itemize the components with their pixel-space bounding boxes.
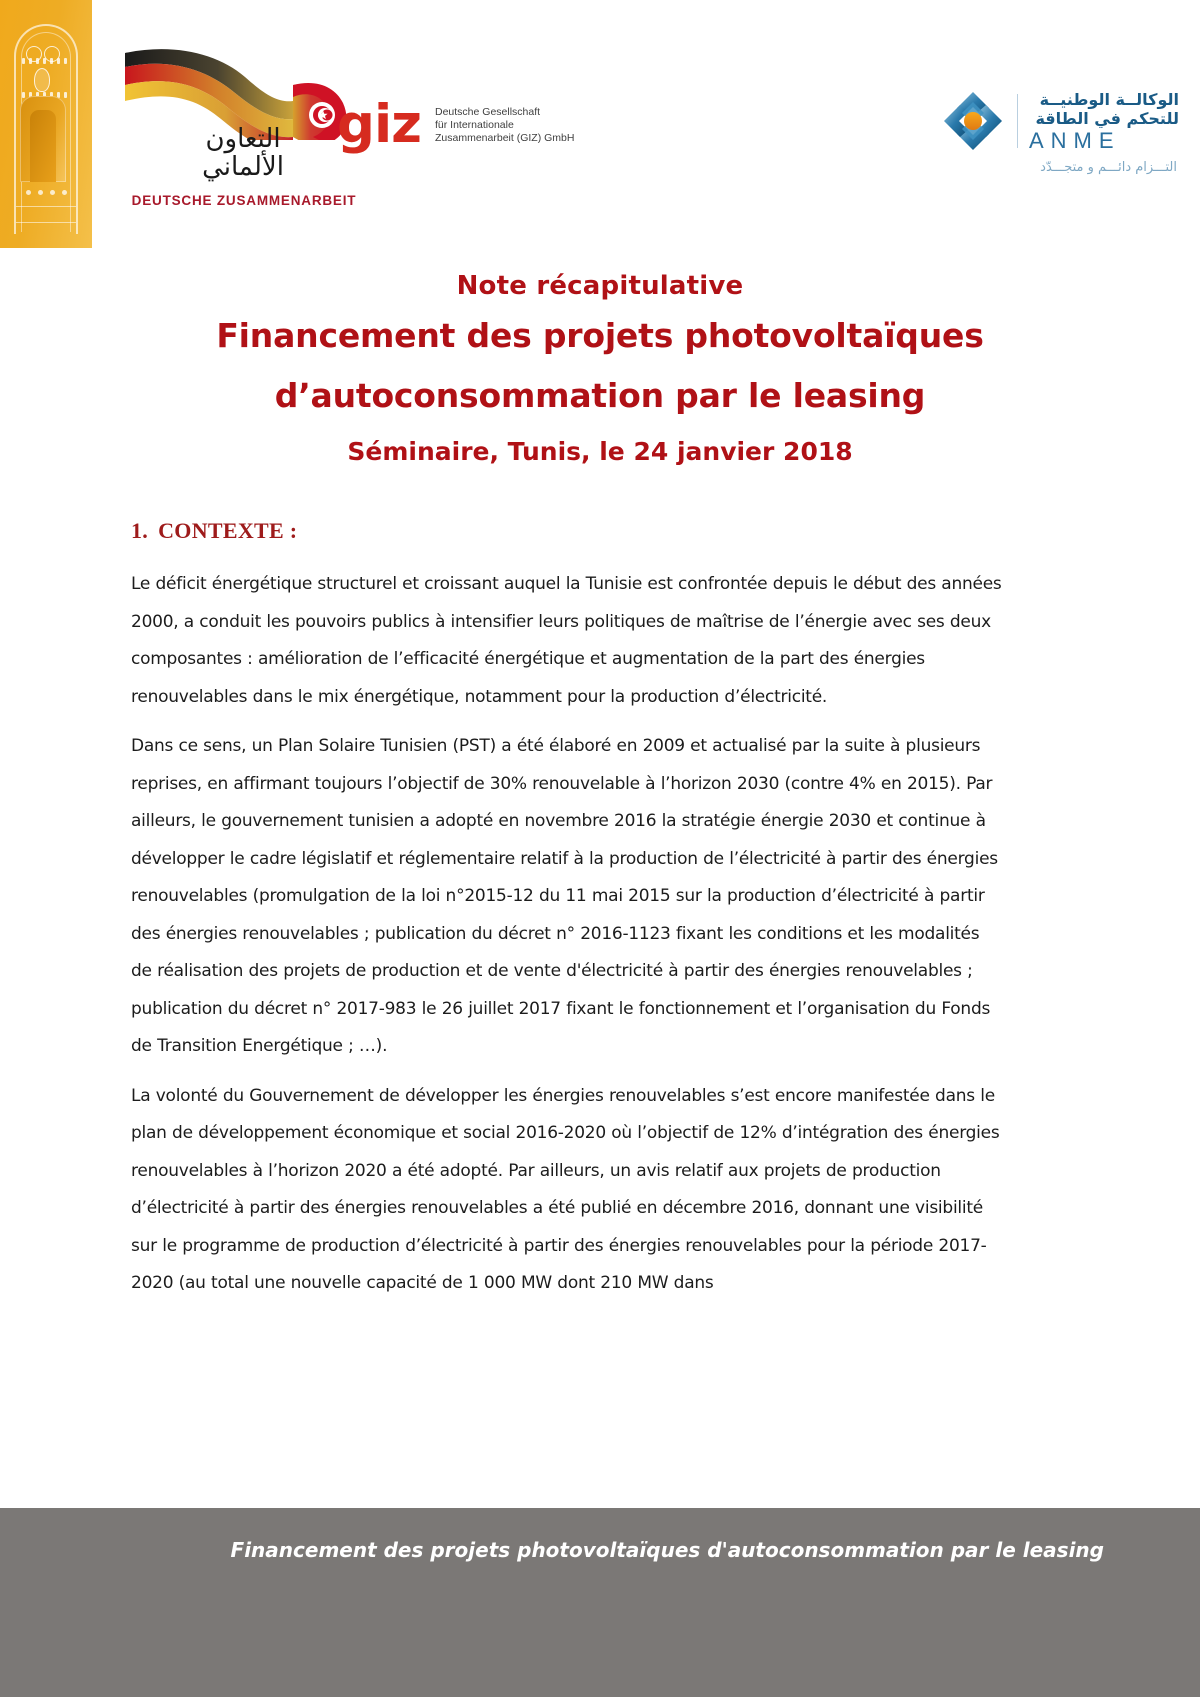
paragraph-3: La volonté du Gouvernement de développer les énergies renouvelables s’est encore manifestée dans le plan de développement économique et social 2016-2020 où l’objectif de 12% d’intégration des énergies renouvelables à l’horizon 2020 a été adopté. Par ailleurs, un avis relatif aux projets de production d’électricité à partir des énergies renouvelables a été publié en décembre 2016, donnant une visibilité sur le programme de production d’électricité à partir des énergies renouvelables pour la période 2017-2020 (au total une nouvelle capacité de 1 000 MW dont 210 MW dans xyxy=(131,1085,1000,1293)
door-base-line xyxy=(16,222,76,223)
document-subtitle: Séminaire, Tunis, le 24 janvier 2018 xyxy=(347,437,853,466)
coop-arabic-line2: الألماني xyxy=(202,152,284,183)
giz-subtitle-line1: Deutsche Gesellschaft xyxy=(435,106,541,118)
door-stud xyxy=(26,190,31,195)
document-title: Financement des projets photovoltaïques d’autoconsommation par le leasing xyxy=(216,316,984,415)
door-stud xyxy=(38,190,43,195)
header-logo-row xyxy=(92,0,1200,248)
section-number: 1. xyxy=(131,518,149,543)
giz-wordmark: giz xyxy=(337,94,421,155)
door-opening xyxy=(20,96,66,182)
giz-subtitle xyxy=(435,106,574,145)
door-stud xyxy=(50,190,55,195)
anme-divider xyxy=(1017,94,1018,148)
logo-giz xyxy=(337,94,607,168)
section-heading-contexte xyxy=(131,518,1002,544)
giz-subtitle-line3: Zusammenarbeit (GIZ) GmbH xyxy=(435,132,575,144)
anme-arabic-line1: الوكالــة الوطنيــة xyxy=(1039,90,1179,109)
page-footer xyxy=(0,1508,1200,1697)
coop-arabic-line1: التعاون xyxy=(205,124,281,154)
document-kicker: Note récapitulative xyxy=(456,271,744,301)
anme-arabic-name xyxy=(1029,90,1179,128)
anme-latin-name: ANME xyxy=(1029,128,1121,153)
door-base-line xyxy=(16,206,76,207)
document-body xyxy=(0,478,1200,1303)
page-header xyxy=(0,0,1200,248)
paragraph-2: Dans ce sens, un Plan Solaire Tunisien (PST) a été élaboré en 2009 et actualisé par la suite à plusieurs reprises, en affirmant toujours l’objectif de 30% renouvelable à l’horizon 2030 (contre 4% en 2015). Par ailleurs, le gouvernement tunisien a adopté en novembre 2016 la stratégie énergie 2030 et continue à développer le cadre législatif et réglementaire relatif à la production de l’électricité à partir des énergies renouvelables (promulgation de la loi n°2015-12 du 11 mai 2015 sur la production d’électricité à partir des énergies renouvelables ; publication du décret n° 2016-1123 fixant les conditions et les modalités de réalisation des projets de production et de vente d'électricité à partir des énergies renouvelables ; publication du décret n° 2017-983 le 26 juillet 2017 fixant le fonctionnement et l’organisation du Fonds de Transition Energétique ; …). xyxy=(131,736,998,1056)
section-title: CONTEXTE : xyxy=(158,518,298,543)
logo-anme xyxy=(847,90,1177,200)
giz-subtitle-line2: für Internationale xyxy=(435,119,514,131)
document-page xyxy=(0,248,1200,1508)
door-medallion-icon xyxy=(34,68,50,92)
paragraph-1: Le déficit énergétique structurel et croissant auquel la Tunisie est confrontée depuis le début des années 2000, a conduit les pouvoirs publics à intensifier leurs politiques de maîtrise de l’énergie avec ses deux composantes : amélioration de l’efficacité énergétique et augmentation de la part des énergies renouvelables dans le mix énergétique, notamment pour la production d’électricité. xyxy=(131,574,1002,707)
door-dot-row xyxy=(22,58,70,65)
anme-tagline: التـــزام دائـــم و متجـــدّد xyxy=(1040,160,1177,175)
coop-latin-name: DEUTSCHE ZUSAMMENARBEIT xyxy=(131,193,357,208)
door-stud xyxy=(62,190,67,195)
tunisian-door-ornament xyxy=(0,0,92,248)
title-block xyxy=(0,248,1200,478)
anme-diamond-sun-icon xyxy=(942,90,1004,152)
footer-title: Financement des projets photovoltaïques d'autoconsommation par le leasing xyxy=(230,1538,1104,1562)
coop-arabic-name xyxy=(117,125,369,181)
anme-arabic-line2: للتحكم في الطاقة xyxy=(1035,109,1179,128)
